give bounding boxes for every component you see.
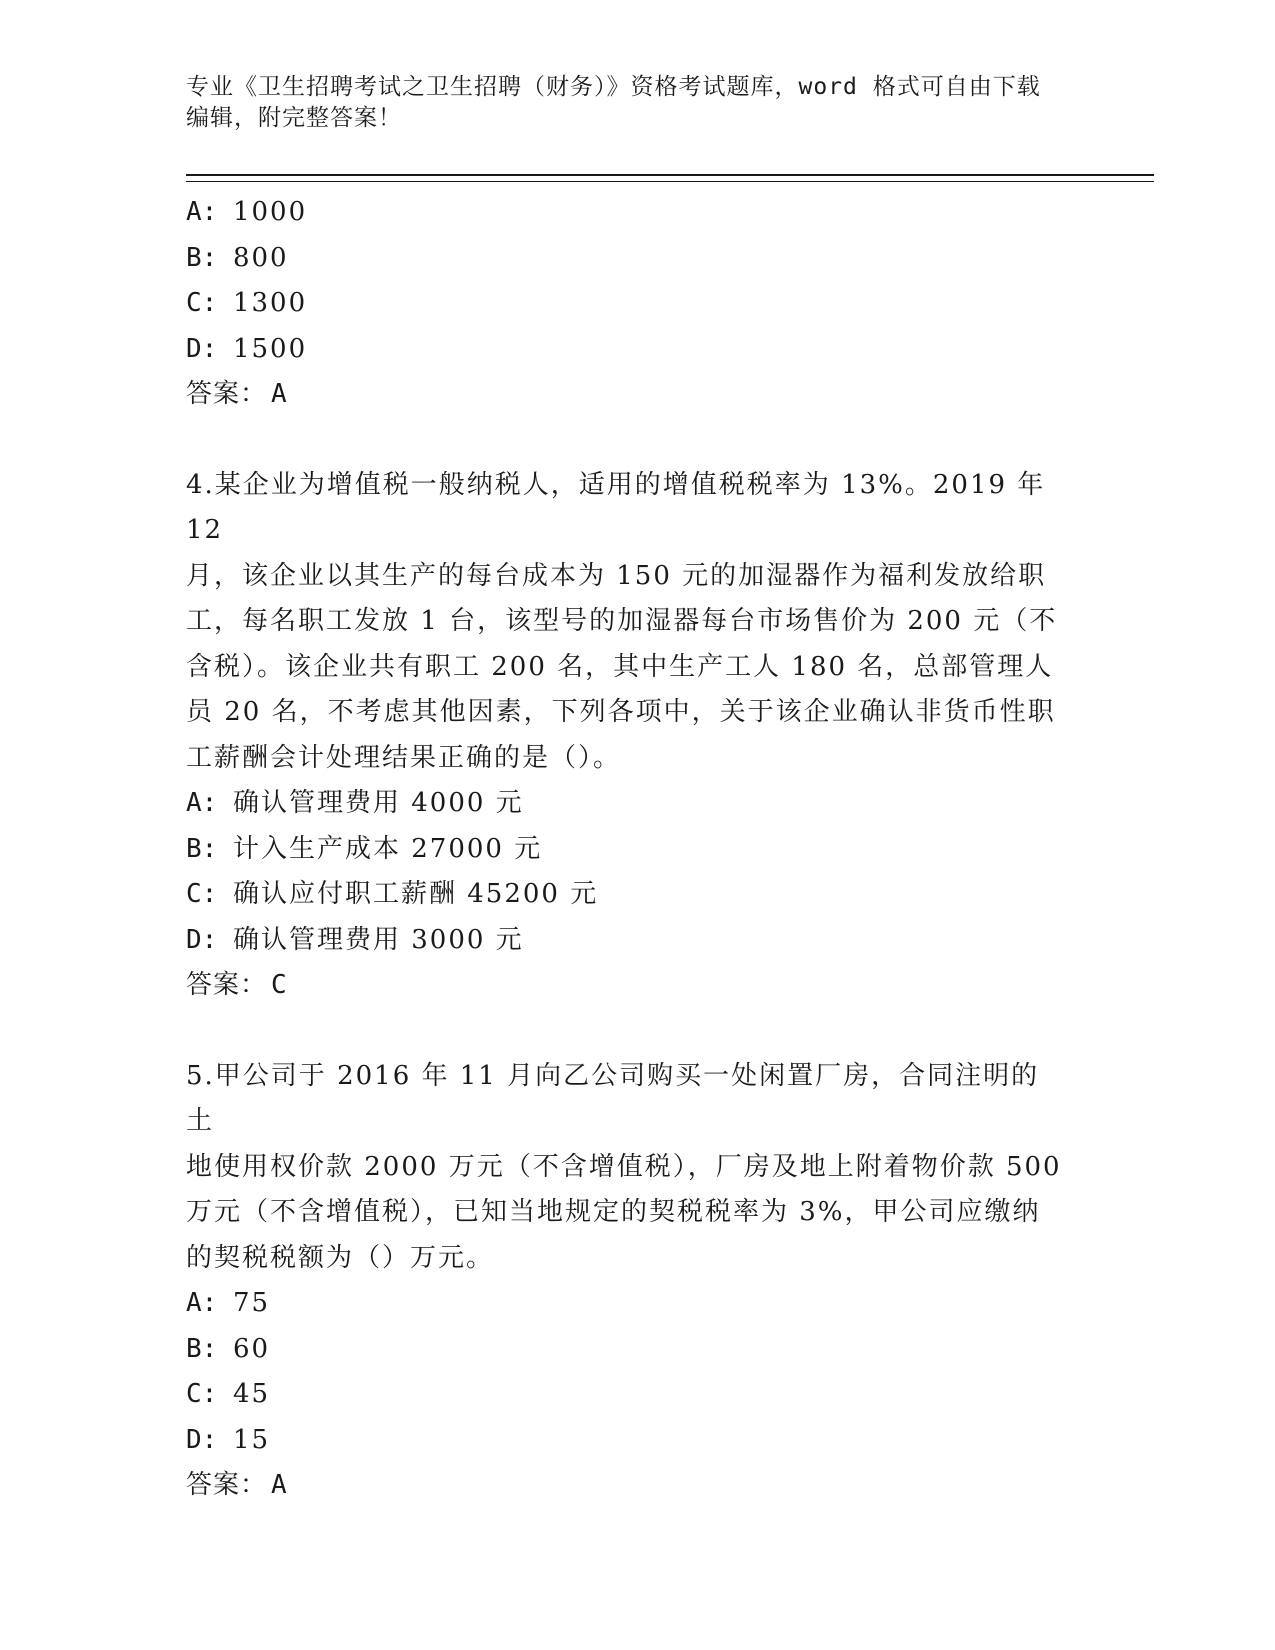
question-4-options — [186, 781, 1086, 963]
header-divider-thin — [186, 181, 1154, 182]
question-5-answer — [186, 1463, 1086, 1509]
option-text: 1000 — [232, 197, 308, 227]
question-spacer — [186, 418, 1086, 463]
option-c: C: 确认应付职工薪酬 45200 元 — [186, 879, 599, 909]
header-divider-thick — [186, 174, 1154, 176]
question-line: 含税）。该企业共有职工 200 名，其中生产工人 180 名，总部管理人 — [186, 651, 1054, 682]
option-c: C: 45 — [186, 1379, 271, 1409]
option-c: C: 1300 — [186, 288, 308, 318]
option-b: B: 计入生产成本 27000 元 — [186, 833, 543, 864]
answer-value: C — [271, 970, 288, 1000]
question-5-options — [186, 1281, 1086, 1463]
question-5-stem — [186, 1054, 1066, 1282]
question-line: 4.某企业为增值税一般纳税人，适用的增值税税率为 13%。2019 年 12 — [186, 469, 1056, 545]
option-text: 45 — [232, 1379, 271, 1409]
option-a: A: 确认管理费用 4000 元 — [186, 788, 524, 818]
question-4-stem — [186, 463, 1066, 782]
question-3-answer — [186, 372, 1086, 418]
question-line: 地使用权价款 2000 万元（不含增值税），厂房及地上附着物价款 500 — [186, 1151, 1062, 1182]
question-4-answer — [186, 963, 1086, 1009]
option-text: 800 — [232, 242, 289, 273]
answer-label: 答案： — [186, 970, 268, 1000]
option-text: 确认管理费用 3000 元 — [232, 924, 524, 955]
question-line: 的契税税额为（）万元。 — [186, 1242, 495, 1273]
question-line: 万元（不含增值税），已知当地规定的契税税率为 3%，甲公司应缴纳 — [186, 1197, 1041, 1227]
option-b: B: 800 — [186, 242, 289, 273]
option-text: 75 — [232, 1288, 271, 1318]
option-d: D: 1500 — [186, 333, 308, 364]
question-line: 工，每名职工发放 1 台，该型号的加湿器每台市场售价为 200 元（不 — [186, 606, 1058, 636]
option-d: D: 15 — [186, 1424, 271, 1455]
header-line-1: 专业《卫生招聘考试之卫生招聘（财务）》资格考试题库，word 格式可自由下载 — [186, 74, 1041, 100]
option-text: 1300 — [232, 288, 308, 318]
option-text: 15 — [232, 1424, 271, 1455]
option-a: A: 1000 — [186, 197, 308, 227]
option-text: 60 — [232, 1333, 271, 1364]
option-text: 确认应付职工薪酬 45200 元 — [232, 879, 599, 909]
question-line: 员 20 名，不考虑其他因素，下列各项中，关于该企业确认非货币性职 — [186, 697, 1056, 727]
question-line: 工薪酬会计处理结果正确的是（）。 — [186, 742, 622, 773]
header-line-2: 编辑，附完整答案！ — [186, 105, 402, 131]
question-spacer — [186, 1009, 1086, 1054]
document-body — [186, 190, 1086, 1509]
question-line: 5.甲公司于 2016 年 11 月向乙公司购买一处闲置厂房，合同注明的土 — [186, 1060, 1040, 1136]
option-a: A: 75 — [186, 1288, 271, 1318]
question-line: 月，该企业以其生产的每台成本为 150 元的加湿器作为福利发放给职 — [186, 560, 1047, 591]
option-text: 1500 — [232, 333, 308, 364]
option-text: 确认管理费用 4000 元 — [232, 788, 524, 818]
answer-value: A — [271, 1470, 288, 1500]
answer-value: A — [271, 379, 288, 409]
answer-label: 答案： — [186, 1470, 268, 1500]
document-header — [186, 72, 1086, 134]
question-3-options — [186, 190, 1086, 372]
option-text: 计入生产成本 27000 元 — [232, 833, 543, 864]
option-d: D: 确认管理费用 3000 元 — [186, 924, 524, 955]
answer-label: 答案： — [186, 379, 268, 409]
option-b: B: 60 — [186, 1333, 271, 1364]
